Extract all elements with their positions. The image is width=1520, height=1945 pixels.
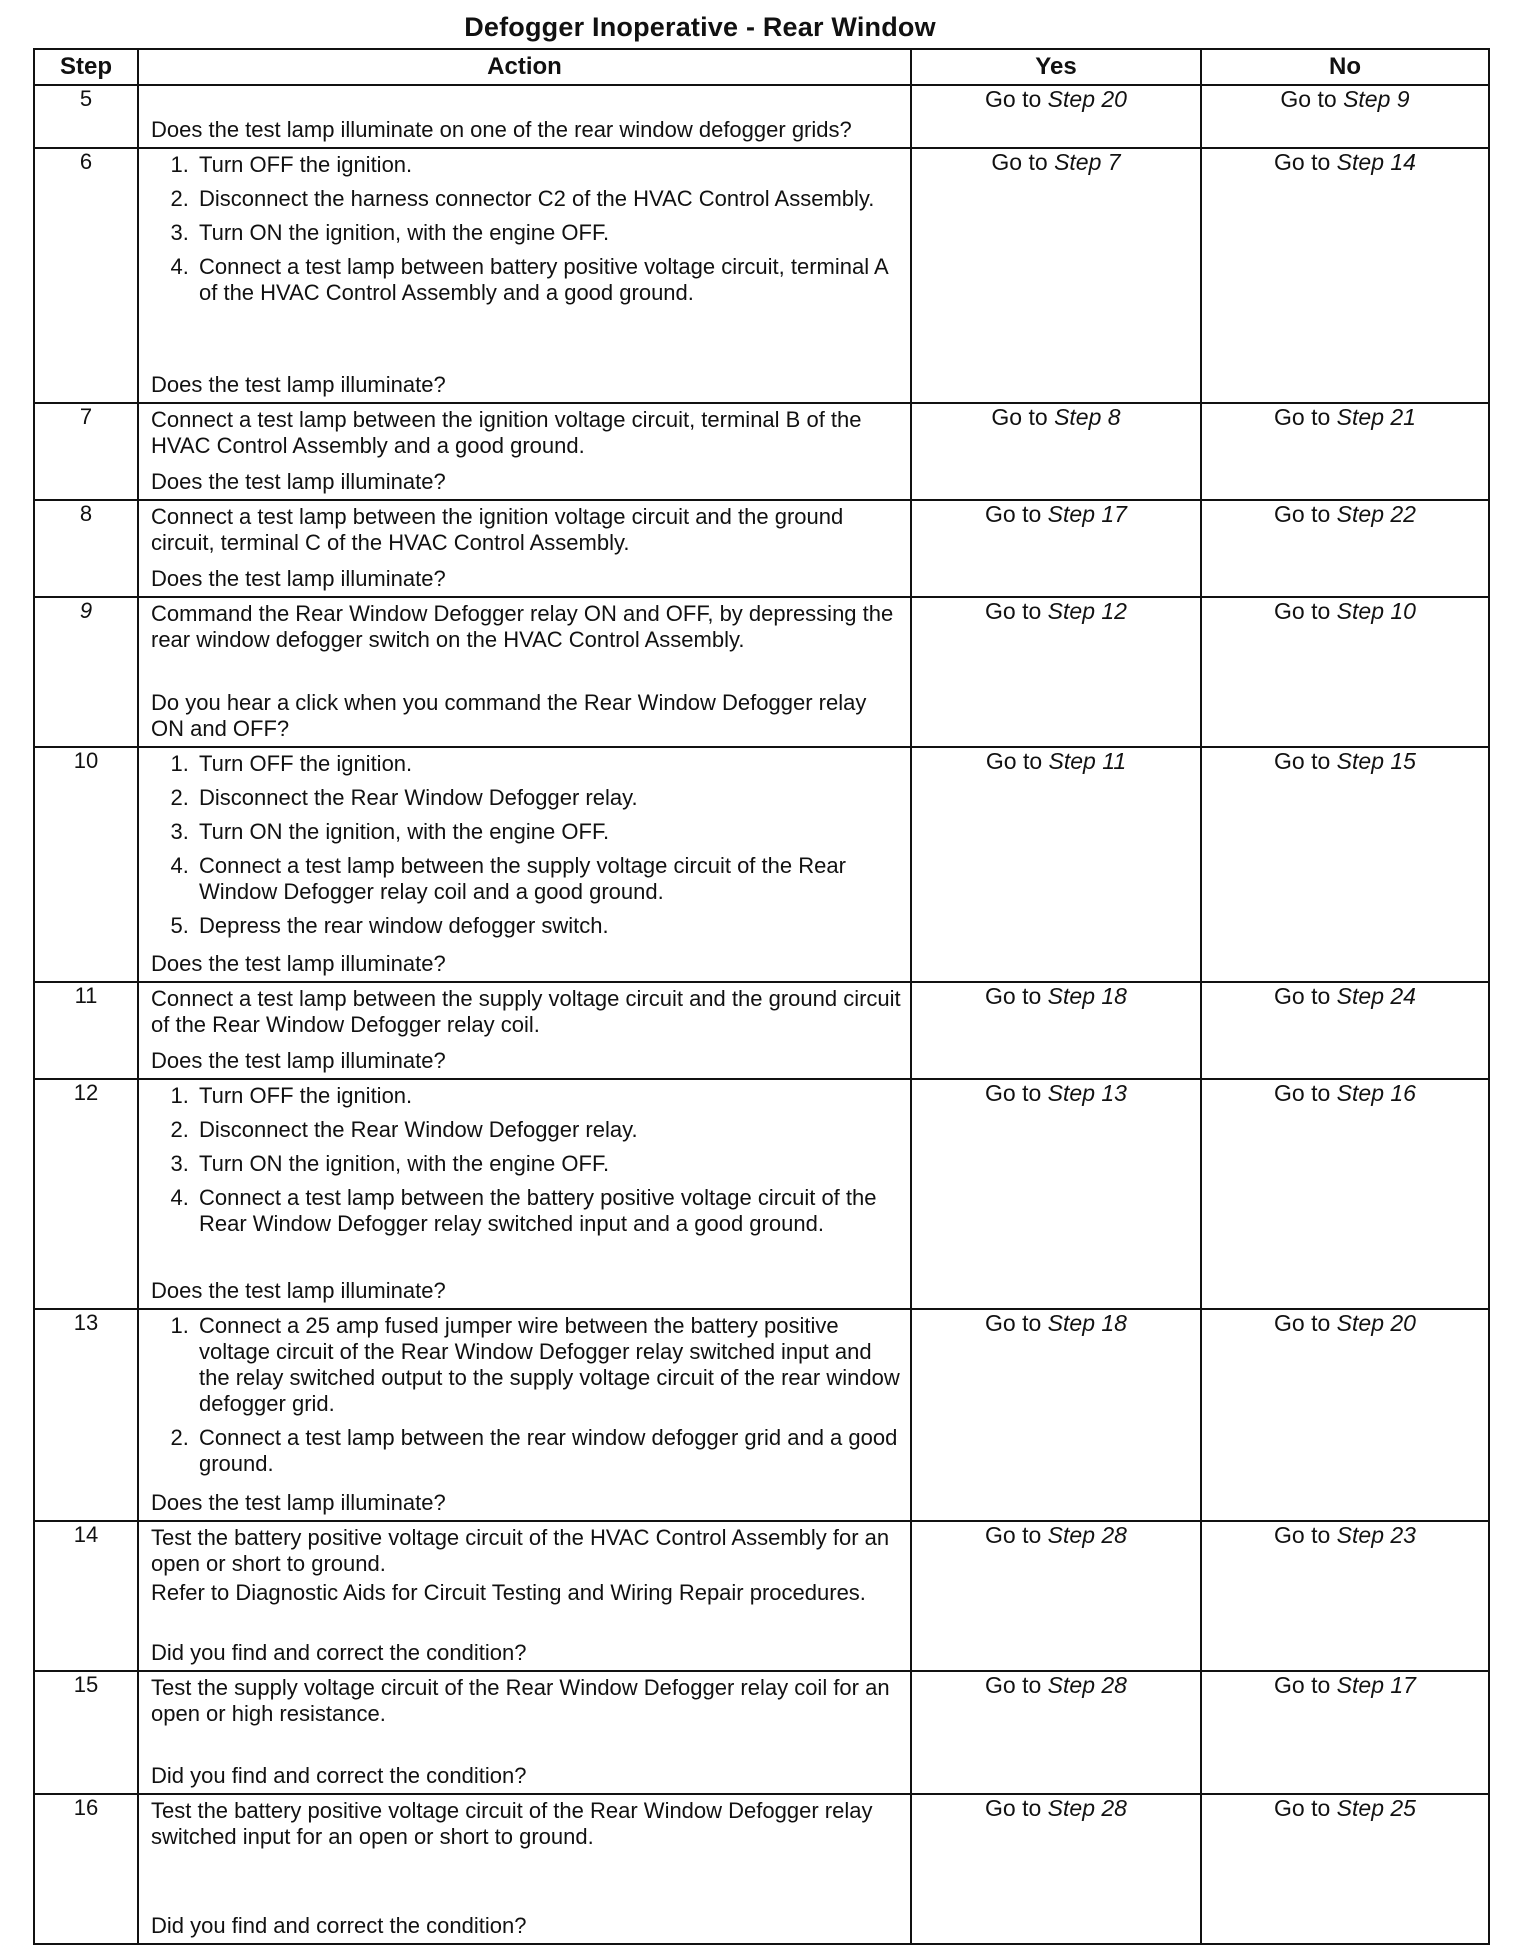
goto-yes <box>911 1309 1201 1521</box>
action-cell <box>138 148 911 403</box>
action-step: 3. Turn ON the ignition, with the engine OFF. <box>195 819 902 845</box>
action-steps-list <box>151 152 902 306</box>
table-row <box>34 403 1489 500</box>
action-question: Does the test lamp illuminate? <box>151 566 446 591</box>
action-question: Do you hear a click when you command the Rear Window Defogger relay ON and OFF? <box>151 690 867 741</box>
action-cell <box>138 982 911 1079</box>
goto-prefix: Go to <box>1274 1795 1331 1821</box>
table-row <box>34 747 1489 982</box>
action-question: Does the test lamp illuminate? <box>151 469 446 494</box>
goto-step-ref: Step 8 <box>1054 404 1121 430</box>
goto-step-ref: Step 11 <box>1048 748 1127 774</box>
header-step: Step <box>34 49 138 85</box>
goto-step-ref: Step 28 <box>1047 1672 1127 1698</box>
action-step: 2. Disconnect the harness connector C2 of the HVAC Control Assembly. <box>195 186 902 212</box>
goto-step-ref: Step 12 <box>1047 598 1127 624</box>
goto-step-ref: Step 22 <box>1336 501 1416 527</box>
goto-no <box>1201 148 1489 403</box>
action-cell <box>138 85 911 148</box>
goto-yes <box>911 148 1201 403</box>
goto-no <box>1201 597 1489 747</box>
goto-prefix: Go to <box>1274 501 1331 527</box>
goto-step-ref: Step 24 <box>1336 983 1416 1009</box>
goto-yes <box>911 1521 1201 1671</box>
action-text: Connect a test lamp between the supply voltage circuit and the ground circuit of the Rear Window Defogger relay coil. <box>151 986 901 1037</box>
goto-no <box>1201 500 1489 597</box>
action-cell <box>138 403 911 500</box>
goto-step-ref: Step 16 <box>1336 1080 1416 1106</box>
goto-step-ref: Step 28 <box>1047 1795 1127 1821</box>
goto-no <box>1201 1671 1489 1794</box>
step-number: 15 <box>34 1671 138 1794</box>
goto-step-ref: Step 18 <box>1047 983 1127 1009</box>
goto-step-ref: Step 20 <box>1047 86 1127 112</box>
goto-no <box>1201 982 1489 1079</box>
goto-yes <box>911 403 1201 500</box>
action-cell <box>138 1671 911 1794</box>
goto-prefix: Go to <box>1274 404 1331 430</box>
step-number: 9 <box>34 597 138 747</box>
goto-step-ref: Step 17 <box>1047 501 1127 527</box>
goto-no <box>1201 85 1489 148</box>
goto-yes <box>911 1671 1201 1794</box>
goto-step-ref: Step 14 <box>1336 149 1416 175</box>
table-row <box>34 1794 1489 1944</box>
action-question: Does the test lamp illuminate? <box>151 951 446 976</box>
goto-no <box>1201 747 1489 982</box>
goto-prefix: Go to <box>985 86 1042 112</box>
goto-step-ref: Step 23 <box>1336 1522 1416 1548</box>
goto-step-ref: Step 13 <box>1047 1080 1127 1106</box>
action-question: Does the test lamp illuminate on one of the rear window defogger grids? <box>151 117 852 142</box>
action-step: 2. Connect a test lamp between the rear window defogger grid and a good ground. <box>195 1425 902 1477</box>
action-question: Did you find and correct the condition? <box>151 1640 527 1665</box>
page-title: Defogger Inoperative - Rear Window <box>464 12 936 42</box>
goto-step-ref: Step 7 <box>1054 149 1121 175</box>
step-number: 16 <box>34 1794 138 1944</box>
action-steps-list <box>151 1313 902 1477</box>
action-question: Did you find and correct the condition? <box>151 1763 527 1788</box>
step-number: 7 <box>34 403 138 500</box>
action-step: 1. Connect a 25 amp fused jumper wire between the battery positive voltage circuit of the Rear Window Defogger relay switched input and the relay switched output to the supply voltage circuit of the rear window defogger grid. <box>195 1313 902 1417</box>
goto-prefix: Go to <box>1274 1672 1331 1698</box>
action-step: 3. Turn ON the ignition, with the engine OFF. <box>195 220 902 246</box>
action-step: 5. Depress the rear window defogger switch. <box>195 913 902 939</box>
goto-prefix: Go to <box>985 598 1042 624</box>
goto-yes <box>911 1794 1201 1944</box>
step-number: 6 <box>34 148 138 403</box>
goto-prefix: Go to <box>1274 149 1331 175</box>
step-number: 13 <box>34 1309 138 1521</box>
goto-prefix: Go to <box>985 1310 1042 1336</box>
goto-prefix: Go to <box>1274 1310 1331 1336</box>
goto-step-ref: Step 20 <box>1336 1310 1416 1336</box>
action-steps-list <box>151 751 902 939</box>
action-cell <box>138 597 911 747</box>
goto-prefix: Go to <box>985 1522 1042 1548</box>
action-text: Connect a test lamp between the ignition voltage circuit and the ground circuit, terminal C of the HVAC Control Assembly. <box>151 504 844 555</box>
action-step: 2. Disconnect the Rear Window Defogger relay. <box>195 785 902 811</box>
action-text: Command the Rear Window Defogger relay ON and OFF, by depressing the rear window defogger switch on the HVAC Control Assembly. <box>151 601 894 652</box>
step-number: 14 <box>34 1521 138 1671</box>
step-number: 5 <box>34 85 138 148</box>
action-text: Connect a test lamp between the ignition voltage circuit, terminal B of the HVAC Control Assembly and a good ground. <box>151 407 862 458</box>
goto-no <box>1201 1521 1489 1671</box>
goto-prefix: Go to <box>1274 1522 1331 1548</box>
step-number: 8 <box>34 500 138 597</box>
action-cell <box>138 1794 911 1944</box>
step-number: 12 <box>34 1079 138 1309</box>
goto-prefix: Go to <box>985 983 1042 1009</box>
table-row <box>34 1309 1489 1521</box>
header-yes: Yes <box>911 49 1201 85</box>
action-text: Test the battery positive voltage circuit of the HVAC Control Assembly for an open or short to ground. <box>151 1525 890 1576</box>
diagnostic-table <box>33 48 1490 1945</box>
goto-no <box>1201 403 1489 500</box>
goto-step-ref: Step 17 <box>1336 1672 1416 1698</box>
goto-no <box>1201 1794 1489 1944</box>
action-text: Refer to Diagnostic Aids for Circuit Testing and Wiring Repair procedures. <box>151 1580 866 1605</box>
header-row <box>34 49 1489 85</box>
action-question: Did you find and correct the condition? <box>151 1913 527 1938</box>
action-step: 1. Turn OFF the ignition. <box>195 751 902 777</box>
action-cell <box>138 1079 911 1309</box>
goto-prefix: Go to <box>1274 598 1331 624</box>
action-cell <box>138 747 911 982</box>
table-row <box>34 1671 1489 1794</box>
table-row <box>34 500 1489 597</box>
goto-step-ref: Step 28 <box>1047 1522 1127 1548</box>
goto-prefix: Go to <box>985 1795 1042 1821</box>
action-question: Does the test lamp illuminate? <box>151 1048 446 1073</box>
goto-prefix: Go to <box>985 501 1042 527</box>
goto-yes <box>911 597 1201 747</box>
goto-yes <box>911 982 1201 1079</box>
action-cell <box>138 1309 911 1521</box>
goto-prefix: Go to <box>985 1080 1042 1106</box>
goto-prefix: Go to <box>991 149 1048 175</box>
table-row <box>34 148 1489 403</box>
action-step: 4. Connect a test lamp between the supply voltage circuit of the Rear Window Defogger relay coil and a good ground. <box>195 853 902 905</box>
action-question: Does the test lamp illuminate? <box>151 372 446 397</box>
action-step: 4. Connect a test lamp between the battery positive voltage circuit of the Rear Window Defogger relay switched input and a good ground. <box>195 1185 902 1237</box>
header-no: No <box>1201 49 1489 85</box>
goto-yes <box>911 85 1201 148</box>
goto-step-ref: Step 21 <box>1336 404 1416 430</box>
goto-prefix: Go to <box>1280 86 1337 112</box>
step-number: 10 <box>34 747 138 982</box>
goto-prefix: Go to <box>1274 983 1331 1009</box>
goto-no <box>1201 1309 1489 1521</box>
goto-step-ref: Step 25 <box>1336 1795 1416 1821</box>
action-step: 1. Turn OFF the ignition. <box>195 152 902 178</box>
action-cell <box>138 1521 911 1671</box>
table-row <box>34 85 1489 148</box>
action-text: Test the battery positive voltage circuit of the Rear Window Defogger relay switched input for an open or short to ground. <box>151 1798 873 1849</box>
table-row <box>34 1079 1489 1309</box>
goto-yes <box>911 747 1201 982</box>
goto-step-ref: Step 18 <box>1047 1310 1127 1336</box>
table-row <box>34 982 1489 1079</box>
action-cell <box>138 500 911 597</box>
action-step: 1. Turn OFF the ignition. <box>195 1083 902 1109</box>
goto-step-ref: Step 15 <box>1336 748 1416 774</box>
goto-prefix: Go to <box>1274 1080 1331 1106</box>
action-steps-list <box>151 1083 902 1237</box>
goto-prefix: Go to <box>991 404 1048 430</box>
goto-yes <box>911 500 1201 597</box>
action-step: 4. Connect a test lamp between battery positive voltage circuit, terminal A of the HVAC Control Assembly and a good ground. <box>195 254 902 306</box>
action-question: Does the test lamp illuminate? <box>151 1490 446 1515</box>
table-row <box>34 597 1489 747</box>
goto-prefix: Go to <box>1274 748 1331 774</box>
table-row <box>34 1521 1489 1671</box>
action-step: 3. Turn ON the ignition, with the engine OFF. <box>195 1151 902 1177</box>
action-text: Test the supply voltage circuit of the Rear Window Defogger relay coil for an open or high resistance. <box>151 1675 890 1726</box>
goto-no <box>1201 1079 1489 1309</box>
goto-yes <box>911 1079 1201 1309</box>
goto-prefix: Go to <box>985 1672 1042 1698</box>
goto-step-ref: Step 9 <box>1343 86 1410 112</box>
header-action: Action <box>138 49 911 85</box>
action-question: Does the test lamp illuminate? <box>151 1278 446 1303</box>
action-step: 2. Disconnect the Rear Window Defogger relay. <box>195 1117 902 1143</box>
goto-prefix: Go to <box>985 748 1043 774</box>
step-number: 11 <box>34 982 138 1079</box>
goto-step-ref: Step 10 <box>1336 598 1416 624</box>
